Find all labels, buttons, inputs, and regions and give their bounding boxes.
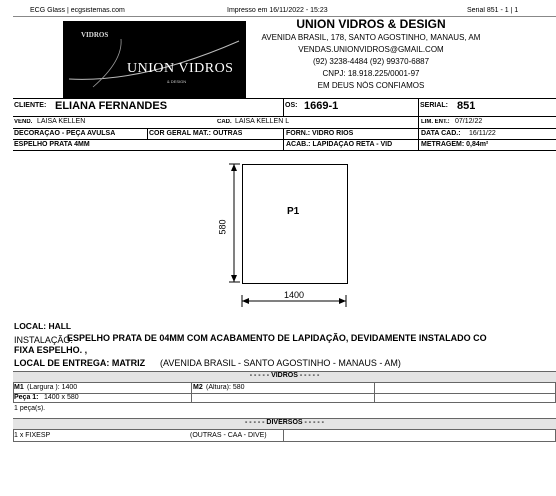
lim-label: LIM. ENT.:: [421, 119, 450, 125]
company-email: VENDAS.UNIONVIDROS@GMAIL.COM: [298, 45, 444, 54]
height-dimension: 580: [217, 219, 228, 235]
metragem: METRAGEM: 0,84m²: [421, 141, 489, 148]
installation-text: ESPELHO PRATA DE 04MM COM ACABAMENTO DE LAPIDAÇÃO, DEVIDAMENTE INSTALADO CO: [67, 333, 487, 343]
data-cad-label: DATA CAD.:: [421, 130, 461, 137]
os-label: OS:: [285, 102, 298, 109]
diversos-item: 1 x FIXESP: [14, 432, 51, 439]
logo-sub-text: & DESIGN: [167, 79, 187, 84]
company-motto: EM DEUS NÓS CONFIAMOS: [317, 81, 425, 90]
vidros-title: - - - - - VIDROS - - - - -: [249, 372, 320, 379]
acabamento: ACAB.: LAPIDAÇÃO RETA - VID: [286, 141, 393, 148]
client-name: ELIANA FERNANDES: [55, 100, 168, 112]
cor-geral: COR GERAL MAT.: OUTRAS: [149, 130, 243, 137]
delivery-address: (AVENIDA BRASIL - SANTO AGOSTINHO - MANAUS - AM): [160, 358, 401, 368]
company-name: UNION VIDROS & DESIGN: [296, 17, 446, 31]
serial-number: 851: [457, 100, 476, 112]
diversos-title: - - - - - DIVERSOS - - - - -: [245, 419, 324, 426]
data-cad-value: 16/11/22: [469, 130, 496, 137]
company-address: AVENIDA BRASIL, 178, SANTO AGOSTINHO, MANAUS, AM: [261, 33, 481, 42]
company-cnpj: CNPJ: 18.918.225/0001-97: [322, 69, 420, 78]
logo-main-text: UNION VIDROS: [127, 61, 234, 76]
os-number: 1669-1: [304, 100, 339, 112]
peca-label: Peça 1:: [14, 394, 39, 401]
serial-label: SERIAL:: [420, 102, 448, 109]
fornecedor: FORN.: VIDRO RIOS: [286, 130, 354, 137]
local: LOCAL: HALL: [14, 321, 72, 331]
m1-value: (Largura ): 1400: [27, 384, 78, 391]
logo-top-text: VIDROS: [81, 31, 109, 39]
decoracao: DECORAÇÃO - PEÇA AVULSA: [14, 130, 116, 137]
page-serial: Serial 851 - 1 | 1: [467, 7, 519, 14]
piece-count: 1 peça(s).: [14, 405, 46, 412]
width-dimension: 1400: [284, 290, 305, 300]
company-logo: [63, 21, 246, 99]
company-phones: (92) 3238-4484 (92) 99370-6887: [312, 57, 430, 66]
installation-text-cont: FIXA ESPELHO. ,: [14, 345, 88, 355]
client-label: CLIENTE:: [14, 102, 47, 109]
vend-label: VEND.: [14, 119, 33, 125]
print-date: Impresso em 16/11/2022 - 15:23: [227, 7, 328, 14]
espelho: ESPELHO PRATA 4MM: [14, 141, 90, 148]
cad-label: CAD.: [217, 119, 232, 125]
m2-label: M2: [193, 384, 203, 391]
peca-value: 1400 x 580: [44, 394, 79, 401]
lim-value: 07/12/22: [455, 118, 483, 125]
piece-label: P1: [287, 206, 300, 217]
cad-value: LAÍSA KELLEN L: [235, 118, 290, 125]
m2-value: (Altura): 580: [206, 384, 245, 391]
installation-label: INSTALAÇÃO:: [14, 335, 73, 345]
print-source: ECG Glass | ecgsistemas.com: [30, 7, 125, 14]
diversos-item-desc: (OUTRAS - CAA - DIVE): [190, 432, 267, 439]
delivery-label: LOCAL DE ENTREGA: MATRIZ: [14, 358, 146, 368]
vend-value: LAÍSA KELLEN: [37, 118, 86, 125]
m1-label: M1: [14, 384, 24, 391]
